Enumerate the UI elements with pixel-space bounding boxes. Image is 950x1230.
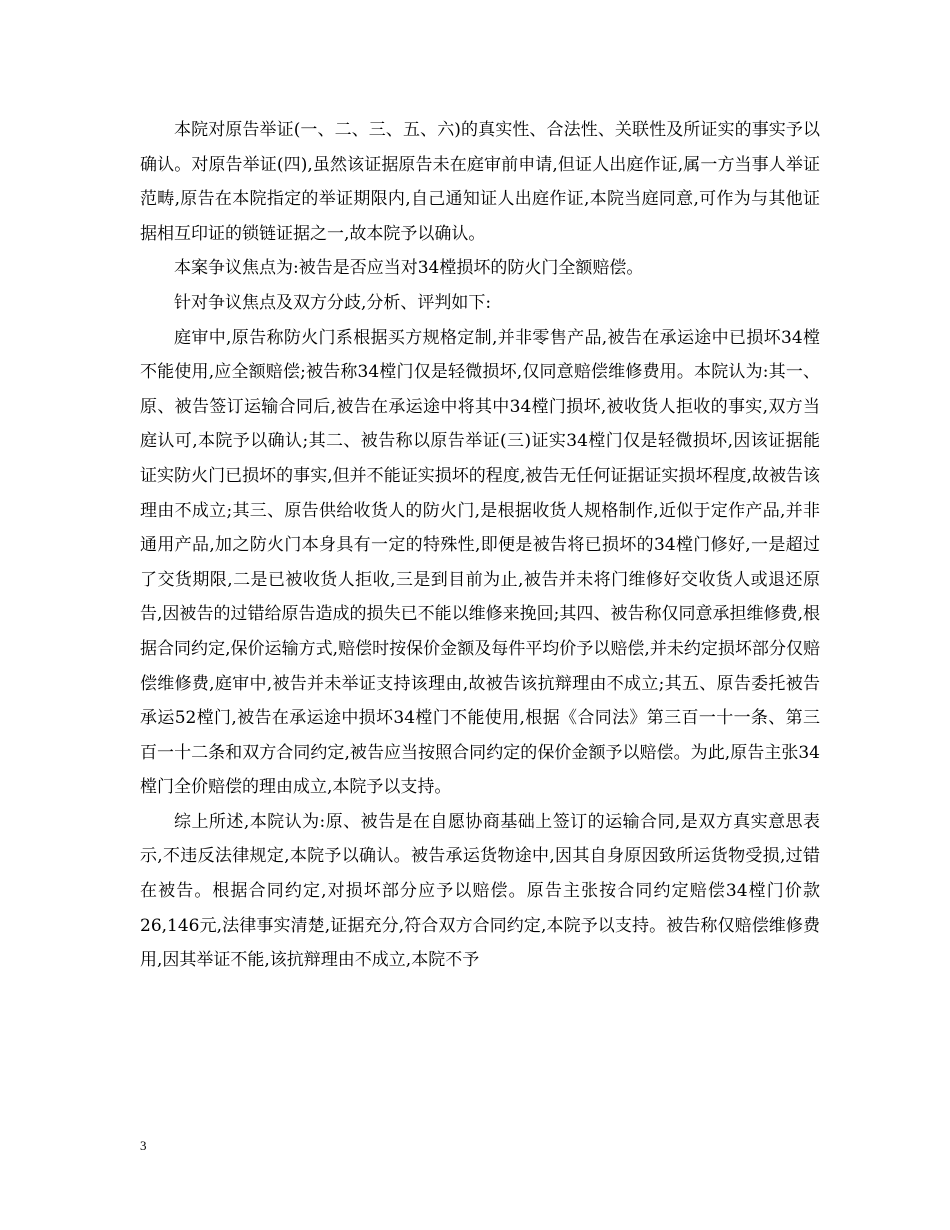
document-body [140, 113, 820, 978]
paragraph-conclusion: 综上所述,本院认为:原、被告是在自愿协商基础上签订的运输合同,是双方真实意思表示,不违反法律规定,本院予以确认。被告承运货物途中,因其自身原因致所运货物受损,过错在被告。根据合同约定,对损坏部分应予以赔偿。原告主张按合同约定赔偿34樘门价款26,146元,法律事实清楚,证据充分,符合双方合同约定,本院予以支持。被告称仅赔偿维修费用,因其举证不能,该抗辩理由不成立,本院不予 [140, 811, 820, 971]
paragraph-dispute-focus: 本案争议焦点为:被告是否应当对34樘损坏的防火门全额赔偿。 [174, 258, 644, 279]
paragraph-court-analysis: 庭审中,原告称防火门系根据买方规格定制,并非零售产品,被告在承运途中已损坏34樘不能使用,应全额赔偿;被告称34樘门仅是轻微损坏,仅同意赔偿维修费用。本院认为:其一、原、被告签订运输合同后,被告在承运途中将其中34樘门损坏,被收货人拒收的事实,双方当庭认可,本院予以确认;其二、被告称以原告举证(三)证实34樘门仅是轻微损坏,因该证据能证实防火门已损坏的事实,但并不能证实损坏的程度,被告无任何证据证实损坏程度,故被告该理由不成立;其三、原告供给收货人的防火门,是根据收货人规格制作,近似于定作产品,并非通用产品,加之防火门本身具有一定的特殊性,即便是被告将已损坏的34樘门修好,一是超过了交货期限,二是已被收货人拒收,三是到目前为止,被告并未将门维修好交收货人或退还原告,因被告的过错给原告造成的损失已不能以维修来挽回;其四、被告称仅同意承担维修费,根据合同约定,保价运输方式,赔偿时按保价金额及每件平均价予以赔偿,并未约定损坏部分仅赔偿维修费,庭审中,被告并未举证支持该理由,故被告该抗辩理由不成立;其五、原告委托被告承运52樘门,被告在承运途中损坏34樘门不能使用,根据《合同法》第三百一十一条、第三百一十二条和双方合同约定,被告应当按照合同约定的保价金额予以赔偿。为此,原告主张34樘门全价赔偿的理由成立,本院予以支持。 [140, 327, 820, 798]
page-number: 3 [140, 1138, 147, 1153]
paragraph-evidence-confirmation: 本院对原告举证(一、二、三、五、六)的真实性、合法性、关联性及所证实的事实予以确认。对原告举证(四),虽然该证据原告未在庭审前申请,但证人出庭作证,属一方当事人举证范畴,原告在本院指定的举证期限内,自己通知证人出庭作证,本院当庭同意,可作为与其他证据相互印证的锁链证据之一,故本院予以确认。 [140, 120, 820, 244]
paragraph-analysis-intro: 针对争议焦点及双方分歧,分析、评判如下: [174, 292, 492, 313]
